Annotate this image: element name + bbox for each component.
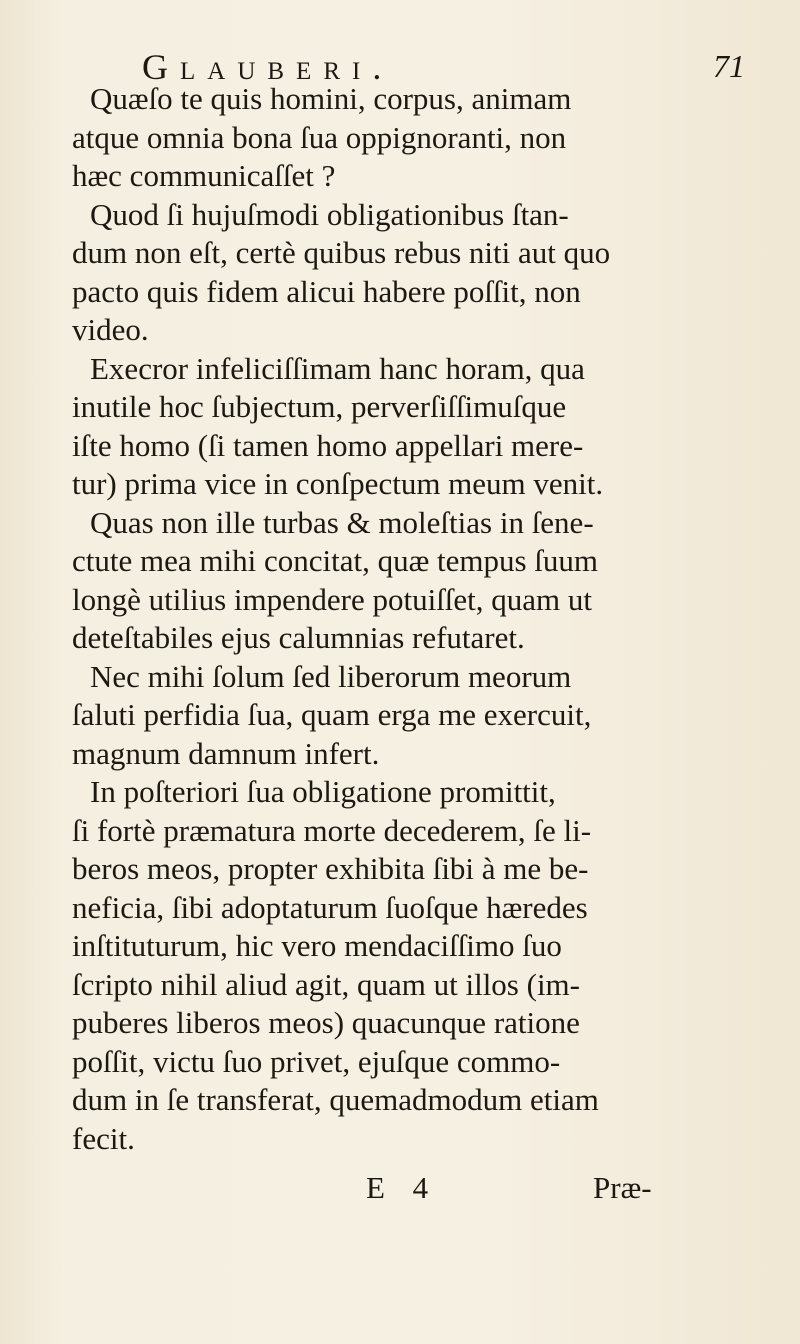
text-line: In poſteriori ſua obligatione promittit, [90, 774, 556, 809]
page-footer [0, 1170, 800, 1220]
text-line: Quæſo te quis homini, corpus, animam [90, 81, 572, 116]
body-text [72, 80, 692, 1158]
text-line: ſaluti perfidia ſua, quam erga me exercuit, [72, 697, 592, 732]
text-line: deteſtabiles ejus calumnias refutaret. [72, 620, 525, 655]
text-line: video. [72, 312, 149, 347]
text-line: ſcripto nihil aliud agit, quam ut illos (im- [72, 966, 580, 1002]
text-line: beros meos, propter exhibita ſibi à me be- [72, 851, 589, 886]
text-line: dum non eſt, certè quibus rebus niti aut quo [72, 235, 611, 270]
text-line: ctute mea mihi concitat, quæ tempus ſuum [72, 543, 599, 578]
text-line: tur) prima vice in conſpectum meum venit. [72, 466, 604, 501]
text-line: atque omnia bona ſua oppignoranti, non [72, 119, 567, 155]
text-line: Quas non ille turbas & moleſtias in ſene- [90, 504, 594, 540]
text-line: dum in ſe transferat, quemadmodum etiam [72, 1082, 599, 1117]
text-line: ſi fortè præmatura morte decederem, ſe li- [72, 812, 592, 848]
text-line: inutile hoc ſubjectum, perverſiſſimuſque [72, 389, 567, 424]
text-line: poſſit, victu ſuo privet, ejuſque commo- [72, 1043, 561, 1079]
text-line: fecit. [72, 1120, 135, 1156]
text-line: magnum damnum infert. [72, 735, 380, 771]
page-number: 71 [713, 48, 745, 84]
signature-mark: E 4 [366, 1170, 439, 1205]
text-line: longè utilius impendere potuiſſet, quam ut [72, 581, 593, 617]
catchword: Præ- [593, 1170, 652, 1205]
text-line: hæc communicaſſet ? [72, 158, 336, 193]
text-line: neficia, ſibi adoptaturum ſuoſque hæredes [72, 889, 588, 925]
text-line: inſtituturum, hic vero mendaciſſimo ſuo [72, 928, 562, 963]
text-line: iſte homo (ſi tamen homo appellari mere- [72, 427, 584, 463]
text-line: pacto quis fidem alicui habere poſſit, non [72, 273, 581, 309]
text-line: Nec mihi ſolum ſed liberorum meorum [90, 658, 572, 694]
text-line: puberes liberos meos) quacunque ratione [72, 1005, 580, 1040]
running-head: Glauberi. [142, 47, 394, 87]
text-line: Quod ſi hujuſmodi obligationibus ſtan- [90, 196, 569, 232]
text-line: Execror infeliciſſimam hanc horam, qua [90, 350, 585, 386]
